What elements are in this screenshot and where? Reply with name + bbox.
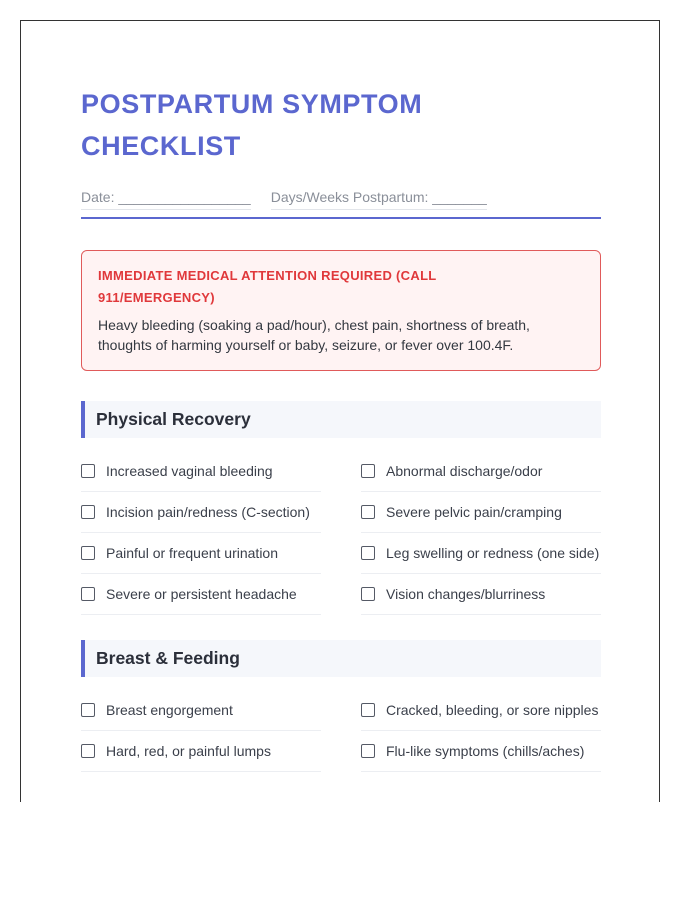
checklist-item[interactable]	[81, 492, 321, 533]
checklist-item[interactable]	[81, 451, 321, 492]
checkbox[interactable]	[361, 744, 375, 758]
item-label: Flu-like symptoms (chills/aches)	[386, 743, 585, 759]
physical-recovery-items	[81, 451, 601, 615]
checkbox[interactable]	[81, 744, 95, 758]
checkbox[interactable]	[81, 587, 95, 601]
checkbox[interactable]	[81, 505, 95, 519]
item-label: Painful or frequent urination	[106, 545, 278, 561]
item-label: Leg swelling or redness (one side)	[386, 545, 600, 561]
checklist-item[interactable]	[81, 731, 321, 772]
checklist-item[interactable]	[361, 492, 601, 533]
checklist-item[interactable]	[81, 574, 321, 615]
item-label: Breast engorgement	[106, 702, 233, 718]
checkbox[interactable]	[361, 546, 375, 560]
checklist-item[interactable]	[361, 690, 601, 731]
alert-title: IMMEDIATE MEDICAL ATTENTION REQUIRED (CALL 911/EMERGENCY)	[98, 268, 437, 305]
checklist-item[interactable]	[361, 731, 601, 772]
checklist-page	[20, 20, 660, 802]
alert-body: Heavy bleeding (soaking a pad/hour), chest pain, shortness of breath, thoughts of harming yourself or baby, seizure, or fever over 100.4F.	[98, 317, 530, 353]
checklist-item[interactable]	[361, 451, 601, 492]
meta-row	[81, 183, 601, 219]
checkbox[interactable]	[81, 703, 95, 717]
page-title: POSTPARTUM SYMPTOM CHECKLIST	[81, 89, 423, 161]
days-postpartum-field[interactable]: Days/Weeks Postpartum: _______	[271, 183, 487, 210]
emergency-alert	[81, 250, 601, 371]
checklist-content	[81, 21, 601, 772]
item-label: Increased vaginal bleeding	[106, 463, 273, 479]
item-label: Incision pain/redness (C-section)	[106, 504, 310, 520]
checklist-item[interactable]	[81, 533, 321, 574]
checklist-item[interactable]	[361, 533, 601, 574]
item-label: Cracked, bleeding, or sore nipples	[386, 702, 599, 718]
checkbox[interactable]	[81, 464, 95, 478]
checkbox[interactable]	[361, 464, 375, 478]
checkbox[interactable]	[361, 587, 375, 601]
checklist-item[interactable]	[361, 574, 601, 615]
checklist-item[interactable]	[81, 690, 321, 731]
section-header-physical-recovery: Physical Recovery	[81, 401, 601, 438]
item-label: Hard, red, or painful lumps	[106, 743, 271, 759]
date-field[interactable]: Date: _________________	[81, 183, 251, 210]
item-label: Abnormal discharge/odor	[386, 463, 543, 479]
item-label: Vision changes/blurriness	[386, 586, 546, 602]
section-header-breast-feeding: Breast & Feeding	[81, 640, 601, 677]
breast-feeding-items	[81, 690, 601, 772]
checkbox[interactable]	[361, 703, 375, 717]
item-label: Severe pelvic pain/cramping	[386, 504, 562, 520]
checkbox[interactable]	[361, 505, 375, 519]
checkbox[interactable]	[81, 546, 95, 560]
item-label: Severe or persistent headache	[106, 586, 297, 602]
